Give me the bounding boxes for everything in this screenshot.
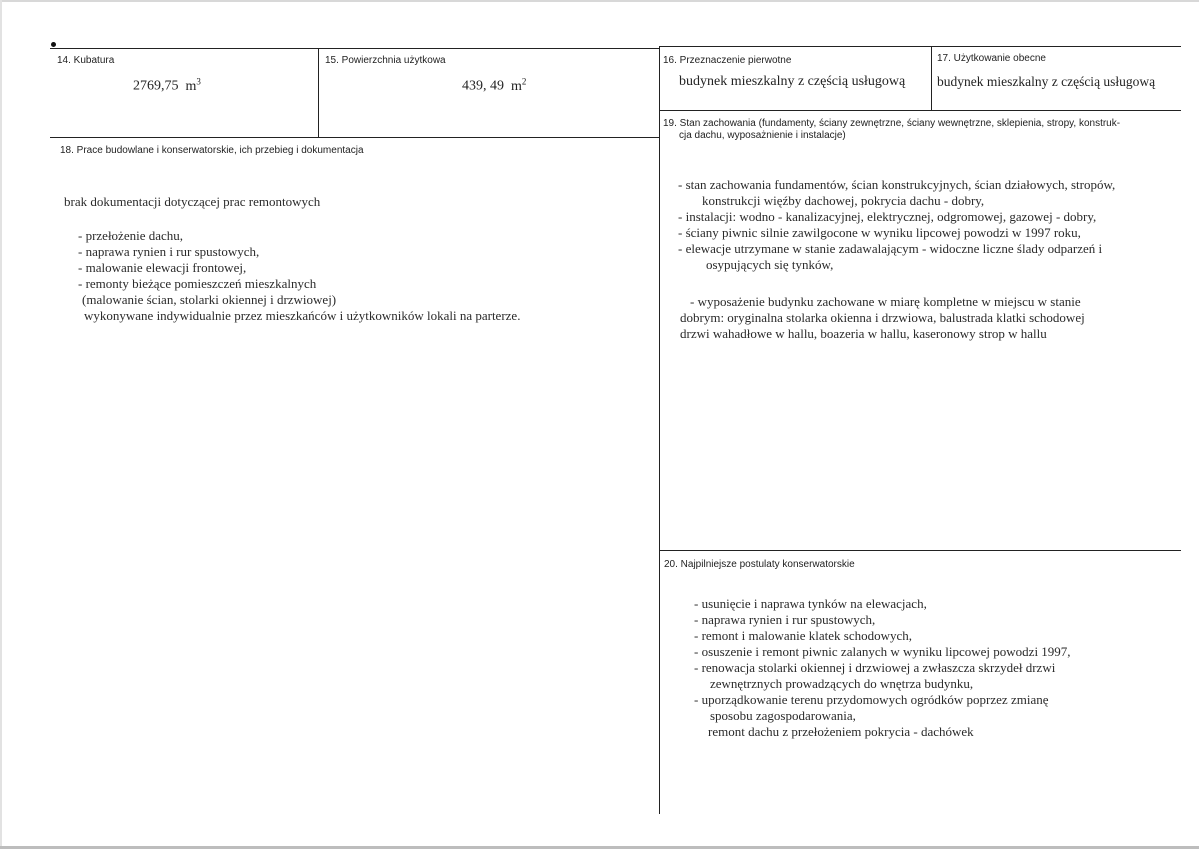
field-18-label: 18. Prace budowlane i konserwatorskie, ich przebieg i dokumentacja bbox=[60, 145, 364, 156]
field-20-label: 20. Najpilniejsze postulaty konserwatorskie bbox=[664, 559, 855, 570]
top-rule-left bbox=[50, 48, 659, 49]
kubatura-unit: $m^3$ bbox=[185, 76, 201, 94]
top-rule-right bbox=[659, 46, 1181, 47]
field-19-label-line: 19. Stan zachowania (fundamenty, ściany zewnętrzne, ściany wewnętrzne, sklepienia, stropy, konstruk- bbox=[663, 118, 1121, 129]
postulate-item: - naprawa rynien i rur spustowych, bbox=[694, 612, 876, 627]
condition-item: konstrukcji więźby dachowej, pokrycia dachu - dobry, bbox=[702, 193, 985, 208]
kubatura-value: 2769,75 bbox=[133, 78, 179, 94]
condition-item: - stan zachowania fundamentów, ścian konstrukcyjnych, ścian działowych, stropów, bbox=[678, 177, 1116, 192]
work-item: - remonty bieżące pomieszczeń mieszkalnych bbox=[78, 276, 317, 291]
field-14-label: 14. Kubatura bbox=[57, 55, 115, 66]
equipment-item: - wyposażenie budynku zachowane w miarę kompletne w miejscu w stanie bbox=[690, 294, 1081, 309]
divider-14-15 bbox=[318, 48, 319, 137]
postulate-item: - renowacja stolarki okiennej i drzwiowej a zwłaszcza skrzydeł drzwi bbox=[694, 660, 1056, 675]
field-19-label-line: cja dachu, wyposażnienie i instalacje) bbox=[679, 130, 846, 141]
postulate-item: zewnętrznych prowadzących do wnętrza budynku, bbox=[710, 676, 974, 691]
field-16-label: 16. Przeznaczenie pierwotne bbox=[663, 55, 792, 66]
field-18-intro: brak dokumentacji dotyczącej prac remontowych bbox=[64, 194, 321, 209]
condition-item: - elewacje utrzymane w stanie zadawalającym - widoczne liczne ślady odparzeń i bbox=[678, 241, 1103, 256]
work-item: - malowanie elewacji frontowej, bbox=[78, 260, 247, 275]
scan-edge-top bbox=[0, 0, 1199, 2]
field-17-value: budynek mieszkalny z częścią usługową bbox=[937, 74, 1156, 89]
field-18-works-list bbox=[78, 228, 520, 324]
condition-item: - ściany piwnic silnie zawilgocone w wyniku lipcowej powodzi w 1997 roku, bbox=[678, 225, 1081, 240]
equipment-item: drzwi wahadłowe w hallu, boazeria w hallu, kaseronowy strop w hallu bbox=[680, 326, 1047, 341]
condition-item: - instalacji: wodno - kanalizacyjnej, elektrycznej, odgromowej, gazowej - dobry, bbox=[678, 209, 1097, 224]
divider-16-17 bbox=[931, 46, 932, 111]
rule-under-16-17 bbox=[659, 110, 1181, 111]
field-19-label bbox=[663, 118, 1178, 142]
postulate-item: - usunięcie i naprawa tynków na elewacjach, bbox=[694, 596, 927, 611]
powierzchnia-value: 439, 49 bbox=[462, 78, 504, 94]
punch-mark bbox=[51, 42, 56, 47]
field-19-equipment-list bbox=[680, 294, 1085, 342]
scan-edge-left bbox=[0, 0, 2, 849]
postulate-item: - remont i malowanie klatek schodowych, bbox=[694, 628, 913, 643]
field-15-label: 15. Powierzchnia użytkowa bbox=[325, 55, 446, 66]
field-20-postulates-list bbox=[694, 596, 1071, 740]
field-15-value bbox=[462, 76, 526, 95]
equipment-item: dobrym: oryginalna stolarka okienna i drzwiowa, balustrada klatki schodowej bbox=[680, 310, 1085, 325]
field-14-value bbox=[133, 76, 201, 95]
work-item: wykonywane indywidualnie przez mieszkańców i użytkowników lokali na parterze. bbox=[84, 308, 521, 323]
work-item: - przełożenie dachu, bbox=[78, 228, 184, 243]
field-16-value: budynek mieszkalny z częścią usługową bbox=[679, 74, 906, 89]
postulate-item: sposobu zagospodarowania, bbox=[710, 708, 856, 723]
condition-item: osypujących się tynków, bbox=[706, 257, 834, 272]
work-item: (malowanie ścian, stolarki okiennej i drzwiowej) bbox=[82, 292, 337, 307]
field-19-condition-list bbox=[678, 177, 1115, 273]
postulate-item: remont dachu z przełożeniem pokrycia - dachówek bbox=[708, 724, 974, 739]
powierzchnia-unit: $m^2$ bbox=[511, 76, 527, 94]
postulate-item: - osuszenie i remont piwnic zalanych w wyniku lipcowej powodzi 1997, bbox=[694, 644, 1071, 659]
work-item: - naprawa rynien i rur spustowych, bbox=[78, 244, 260, 259]
rule-under-14-15 bbox=[50, 137, 659, 138]
center-divider bbox=[659, 46, 660, 814]
field-17-label: 17. Użytkowanie obecne bbox=[937, 53, 1046, 64]
rule-above-20 bbox=[659, 550, 1181, 551]
postulate-item: - uporządkowanie terenu przydomowych ogródków poprzez zmianę bbox=[694, 692, 1049, 707]
